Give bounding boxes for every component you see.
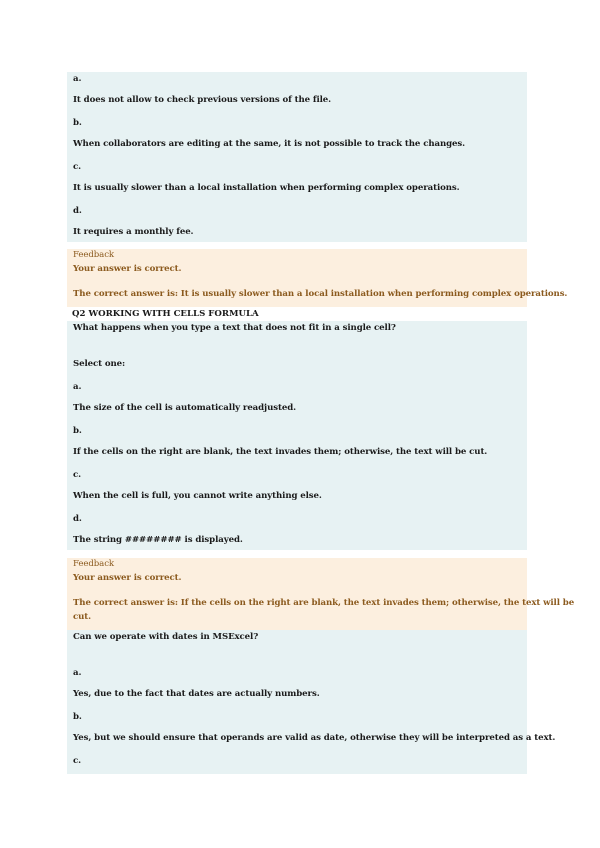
option-letter-a: a. (73, 668, 82, 678)
question-3-block (67, 630, 556, 774)
section-title: Q2 WORKING WITH CELLS FORMULA (72, 309, 259, 319)
question-2-feedback (67, 558, 575, 630)
feedback-correct-answer-line2: cut. (73, 612, 92, 622)
option-letter-c: c. (73, 162, 82, 172)
option-letter-a: a. (73, 382, 82, 392)
question-text: Can we operate with dates in MSExcel? (73, 632, 259, 642)
option-text-b[interactable]: Yes, but we should ensure that operands are valid as date, otherwise they will be interpreted as a text. (73, 733, 556, 743)
feedback-title: Feedback (73, 250, 115, 260)
feedback-title: Feedback (73, 559, 115, 569)
option-letter-b: b. (73, 712, 82, 722)
option-text-b[interactable]: When collaborators are editing at the same, it is not possible to track the changes. (73, 139, 465, 149)
option-letter-d: d. (73, 206, 82, 216)
question-1-options (67, 72, 527, 242)
feedback-status: Your answer is correct. (73, 573, 182, 583)
question-2-block (67, 321, 527, 550)
option-text-b[interactable]: If the cells on the right are blank, the text invades them; otherwise, the text will be cut. (73, 447, 488, 457)
option-letter-b: b. (73, 118, 82, 128)
option-text-a[interactable]: It does not allow to check previous versions of the file. (73, 95, 332, 105)
option-text-a[interactable]: The size of the cell is automatically readjusted. (73, 403, 296, 413)
option-letter-c: c. (73, 756, 82, 766)
option-letter-a: a. (73, 74, 82, 84)
feedback-correct-answer-line1: The correct answer is: If the cells on the right are blank, the text invades them; otherwise, the text will be (73, 598, 575, 608)
option-text-d[interactable]: The string ######## is displayed. (73, 535, 243, 545)
option-letter-c: c. (73, 470, 82, 480)
select-one-prompt: Select one: (73, 359, 126, 369)
option-text-c[interactable]: It is usually slower than a local installation when performing complex operations. (73, 183, 460, 193)
option-text-a[interactable]: Yes, due to the fact that dates are actually numbers. (73, 689, 320, 699)
question-1-feedback (67, 249, 568, 307)
feedback-correct-answer: The correct answer is: It is usually slower than a local installation when performing complex operations. (73, 289, 568, 299)
feedback-status: Your answer is correct. (73, 264, 182, 274)
option-text-d[interactable]: It requires a monthly fee. (73, 227, 194, 237)
option-letter-d: d. (73, 514, 82, 524)
option-text-c[interactable]: When the cell is full, you cannot write anything else. (73, 491, 322, 501)
option-letter-b: b. (73, 426, 82, 436)
question-text: What happens when you type a text that does not fit in a single cell? (73, 323, 396, 333)
